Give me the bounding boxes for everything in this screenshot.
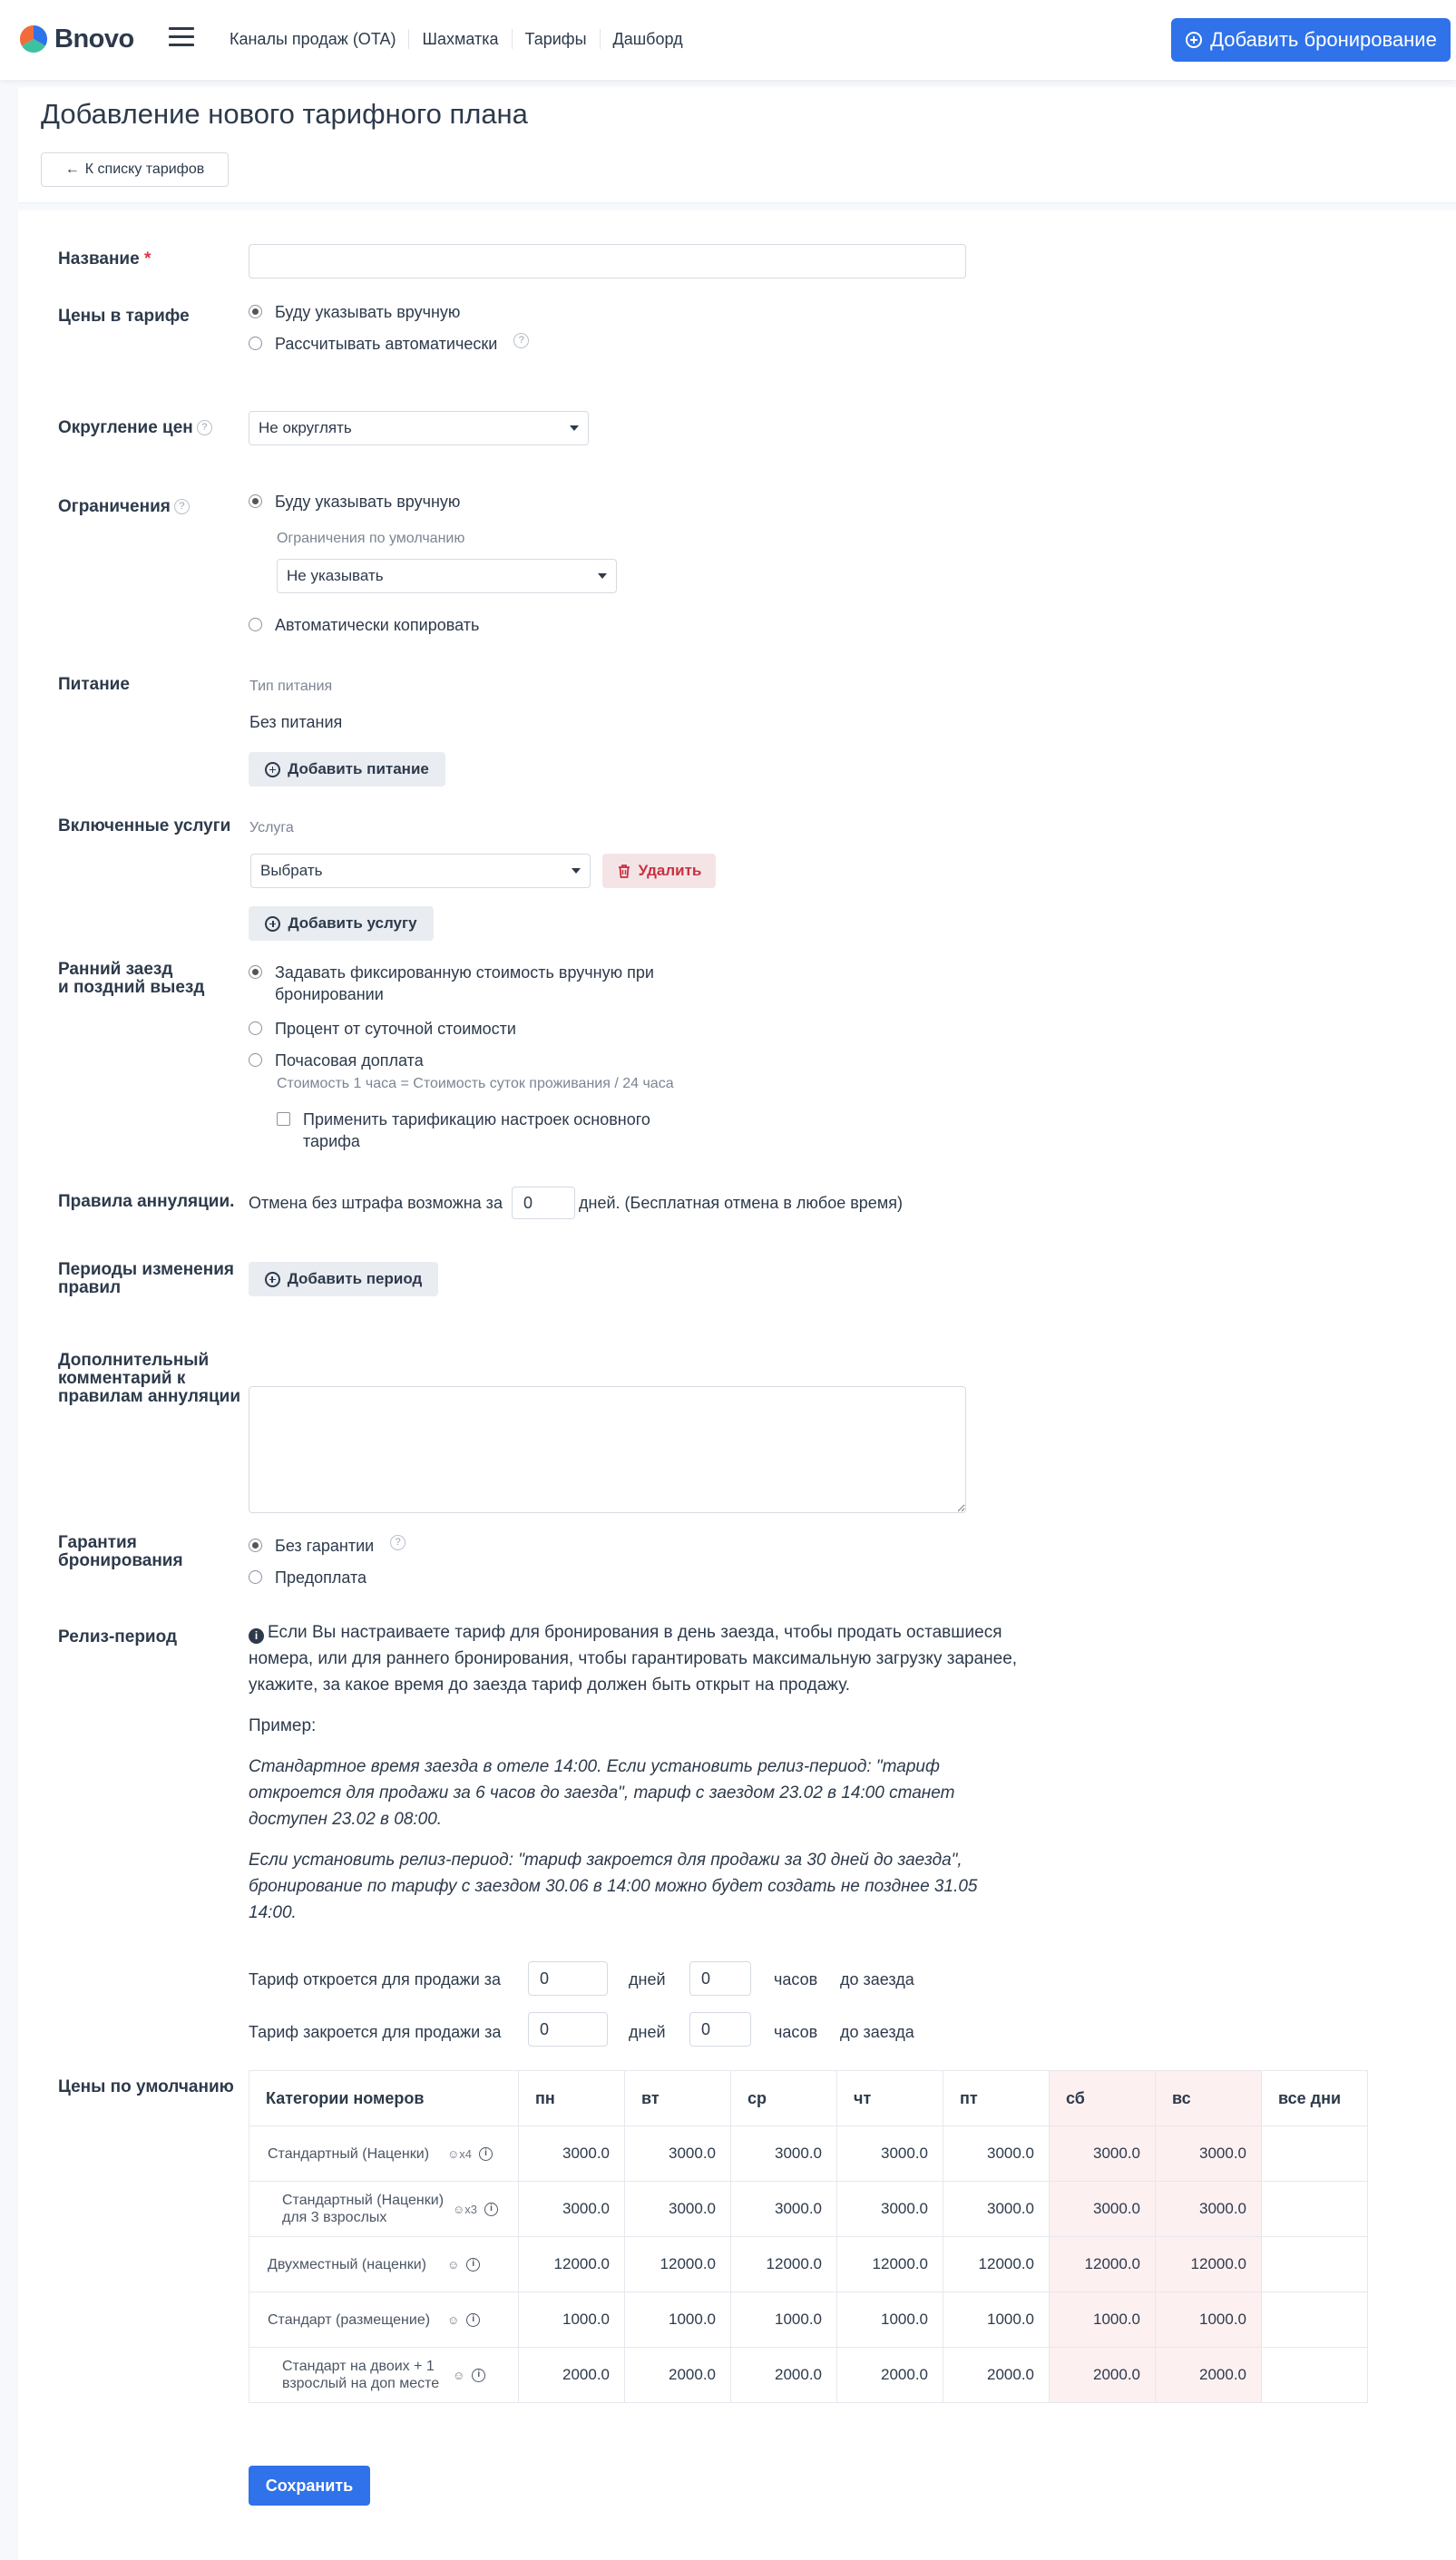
release-open-days-input[interactable] — [528, 1961, 608, 1996]
early-hourly-radio[interactable]: Почасовая доплата — [249, 1050, 424, 1071]
col-header: вс — [1156, 2071, 1262, 2126]
early-late-label: Ранний заезд и поздний выезд — [58, 960, 205, 997]
guests-icon: ☺ — [453, 2368, 465, 2382]
price-cell[interactable]: 12000.0 — [837, 2237, 943, 2292]
release-open-hours-input[interactable] — [689, 1961, 751, 1996]
release-info-block — [249, 1619, 1029, 1940]
comment-textarea[interactable] — [249, 1386, 966, 1513]
cancellation-prefix: Отмена без штрафа возможна за — [249, 1194, 503, 1212]
price-cell[interactable]: 3000.0 — [519, 2126, 625, 2182]
room-category-cell — [249, 2348, 519, 2403]
caret-down-icon — [598, 573, 607, 579]
help-icon[interactable]: ? — [197, 420, 212, 435]
add-period-button[interactable]: Добавить период — [249, 1262, 438, 1296]
prices-manual-radio[interactable]: Буду указывать вручную — [249, 301, 460, 323]
price-cell[interactable]: 3000.0 — [1156, 2126, 1262, 2182]
table-row — [249, 2292, 1368, 2348]
price-cell[interactable]: 2000.0 — [625, 2348, 731, 2403]
price-cell[interactable]: 3000.0 — [731, 2182, 837, 2237]
release-open-days-label: дней — [629, 1970, 666, 1988]
col-header: все дни — [1262, 2071, 1368, 2126]
guests-icon: ☺ — [447, 2312, 460, 2327]
info-icon[interactable]: i — [466, 2313, 480, 2327]
info-icon[interactable]: i — [472, 2369, 485, 2382]
back-label: К списку тарифов — [84, 161, 205, 177]
default-prices-table — [249, 2070, 1368, 2403]
plus-circle-icon — [1185, 31, 1203, 49]
room-category-name: Стандарт (размещение) — [268, 2311, 431, 2328]
service-label: Услуга — [249, 820, 294, 835]
restrictions-copy-radio[interactable]: Автоматически копировать — [249, 614, 479, 636]
price-cell[interactable]: 12000.0 — [1050, 2237, 1156, 2292]
save-button[interactable]: Сохранить — [249, 2466, 370, 2506]
nav-dashboard[interactable]: Дашборд — [612, 30, 683, 48]
menu-icon[interactable] — [169, 27, 194, 49]
price-cell[interactable]: 12000.0 — [1156, 2237, 1262, 2292]
services-label: Включенные услуги — [58, 816, 231, 835]
top-bar — [0, 0, 1456, 80]
price-cell[interactable]: 3000.0 — [519, 2182, 625, 2237]
price-cell[interactable]: 2000.0 — [731, 2348, 837, 2403]
guarantee-prepay-radio[interactable]: Предоплата — [249, 1567, 366, 1588]
rounding-select[interactable]: Не округлять — [249, 411, 589, 445]
nav-chess[interactable]: Шахматка — [409, 29, 512, 49]
table-row — [249, 2348, 1368, 2403]
room-category-name: Стандартный (Наценки) — [268, 2145, 430, 2162]
default-prices-label: Цены по умолчанию — [58, 2077, 234, 2096]
release-open-before-label: до заезда — [840, 1970, 914, 1988]
prices-auto-radio[interactable]: Рассчитывать автоматически ? — [249, 333, 529, 355]
col-header: чт — [837, 2071, 943, 2126]
service-select[interactable]: Выбрать — [250, 854, 591, 888]
release-open-hours-label: часов — [774, 1970, 818, 1988]
trash-icon — [617, 864, 631, 879]
release-example-title: Пример: — [249, 1716, 317, 1735]
price-cell[interactable]: 3000.0 — [1050, 2182, 1156, 2237]
name-input[interactable] — [249, 244, 966, 278]
guests-icon: ☺x3 — [453, 2202, 478, 2216]
release-close-hours-label: часов — [774, 2023, 818, 2041]
logo[interactable] — [18, 22, 134, 56]
table-row — [249, 2182, 1368, 2237]
price-cell[interactable]: 1000.0 — [731, 2292, 837, 2348]
info-icon: i — [249, 1628, 264, 1644]
all-days-cell[interactable] — [1262, 2182, 1368, 2237]
col-header: вт — [625, 2071, 731, 2126]
price-cell[interactable]: 3000.0 — [625, 2126, 731, 2182]
price-cell[interactable]: 1000.0 — [1156, 2292, 1262, 2348]
room-category-name: Двухместный (наценки) — [268, 2256, 426, 2272]
col-header: пн — [519, 2071, 625, 2126]
room-category-cell — [249, 2237, 519, 2292]
guests-icon: ☺ — [447, 2257, 460, 2272]
price-cell[interactable]: 12000.0 — [731, 2237, 837, 2292]
early-fixed-radio[interactable]: Задавать фиксированную стоимость вручную при бронировании — [249, 962, 720, 1005]
restrictions-default-select[interactable]: Не указывать — [277, 559, 617, 593]
title-card — [18, 87, 1456, 203]
price-cell[interactable]: 2000.0 — [943, 2348, 1050, 2403]
meal-type-value: Без питания — [249, 713, 343, 731]
price-cell[interactable]: 1000.0 — [625, 2292, 731, 2348]
price-cell[interactable]: 2000.0 — [1156, 2348, 1262, 2403]
help-icon[interactable]: ? — [174, 499, 190, 514]
all-days-cell[interactable] — [1262, 2348, 1368, 2403]
restrictions-default-label: Ограничения по умолчанию — [277, 531, 465, 546]
periods-label: Периоды изменения правил — [58, 1260, 234, 1297]
room-category-cell — [249, 2126, 519, 2182]
price-cell[interactable]: 1000.0 — [519, 2292, 625, 2348]
hourly-note: Стоимость 1 часа = Стоимость суток проживания / 24 часа — [277, 1076, 674, 1091]
price-cell[interactable]: 3000.0 — [837, 2182, 943, 2237]
add-booking-button[interactable] — [1171, 18, 1451, 62]
meal-type-label: Тип питания — [249, 679, 333, 694]
info-icon[interactable]: i — [479, 2147, 493, 2161]
room-category-name: Стандарт на двоих + 1 взрослый на доп месте — [282, 2359, 440, 2391]
delete-service-button[interactable]: Удалить — [602, 854, 716, 888]
prices-label: Цены в тарифе — [58, 307, 190, 326]
all-days-cell[interactable] — [1262, 2126, 1368, 2182]
price-cell[interactable]: 3000.0 — [837, 2126, 943, 2182]
col-header: Категории номеров — [249, 2071, 519, 2126]
release-close-before-label: до заезда — [840, 2023, 914, 2041]
table-header-row — [249, 2071, 1368, 2126]
price-cell[interactable]: 1000.0 — [1050, 2292, 1156, 2348]
comment-label: Дополнительный комментарий к правилам аннуляции — [58, 1351, 241, 1406]
price-cell[interactable]: 2000.0 — [1050, 2348, 1156, 2403]
caret-down-icon — [570, 425, 579, 431]
main-nav — [230, 29, 696, 49]
help-icon[interactable]: ? — [513, 333, 529, 348]
release-close-hours-input[interactable] — [689, 2012, 751, 2047]
info-icon[interactable]: i — [466, 2258, 480, 2272]
plus-circle-icon — [265, 762, 280, 777]
all-days-cell[interactable] — [1262, 2292, 1368, 2348]
add-meal-button[interactable]: Добавить питание — [249, 752, 445, 787]
price-cell[interactable]: 12000.0 — [943, 2237, 1050, 2292]
add-booking-label: Добавить бронирование — [1210, 28, 1437, 51]
rounding-label: Округление цен ? — [58, 419, 212, 437]
release-info: i Если Вы настраиваете тариф для бронирования в день заезда, чтобы продать оставшиеся номера, или для раннего бронирования, чтобы гарантировать максимальную загрузку заранее, укажите, за какое время до заезда тариф должен быть открыт на продажу. — [249, 1623, 1018, 1695]
price-cell[interactable]: 3000.0 — [943, 2182, 1050, 2237]
table-row — [249, 2237, 1368, 2292]
meals-label: Питание — [58, 675, 130, 694]
logo-text: Bnovo — [54, 24, 134, 54]
price-cell[interactable]: 1000.0 — [837, 2292, 943, 2348]
nav-tariffs[interactable]: Тарифы — [513, 29, 601, 49]
arrow-left-icon: ← — [64, 161, 80, 177]
col-header: ср — [731, 2071, 837, 2126]
cancellation-label: Правила аннуляции. — [58, 1192, 235, 1211]
cancellation-suffix: дней. (Бесплатная отмена в любое время) — [579, 1194, 903, 1212]
logo-mark-icon — [18, 24, 49, 54]
name-label: Название * — [58, 249, 151, 269]
room-category-cell — [249, 2182, 519, 2237]
release-label: Релиз-период — [58, 1627, 178, 1646]
restrictions-label: Ограничения ? — [58, 498, 190, 516]
price-cell[interactable]: 3000.0 — [1156, 2182, 1262, 2237]
guests-count: x4 — [459, 2146, 473, 2161]
guests-icon: ☺x4 — [447, 2146, 473, 2161]
all-days-cell[interactable] — [1262, 2237, 1368, 2292]
help-icon[interactable]: ? — [390, 1535, 406, 1550]
plus-circle-icon — [265, 916, 280, 932]
guarantee-none-radio[interactable]: Без гарантии ? — [249, 1535, 406, 1557]
guests-count: x3 — [464, 2202, 478, 2216]
release-close-days-input[interactable] — [528, 2012, 608, 2047]
price-cell[interactable]: 2000.0 — [519, 2348, 625, 2403]
guarantee-label: Гарантия бронирования — [58, 1533, 183, 1570]
col-header: сб — [1050, 2071, 1156, 2126]
nav-ota[interactable]: Каналы продаж (OTA) — [230, 29, 409, 49]
price-cell[interactable]: 3000.0 — [943, 2126, 1050, 2182]
price-cell[interactable]: 12000.0 — [625, 2237, 731, 2292]
info-icon[interactable]: i — [484, 2203, 498, 2216]
room-category-name: Стандартный (Наценки) для 3 взрослых — [282, 2193, 445, 2225]
apply-main-tariff-checkbox[interactable]: Применить тарификацию настроек основного тарифа — [277, 1109, 685, 1152]
room-category-cell — [249, 2292, 519, 2348]
cancellation-days-input[interactable] — [512, 1187, 575, 1219]
price-cell[interactable]: 2000.0 — [837, 2348, 943, 2403]
early-percent-radio[interactable]: Процент от суточной стоимости — [249, 1018, 516, 1040]
price-cell[interactable]: 3000.0 — [625, 2182, 731, 2237]
release-example-1: Стандартное время заезда в отеле 14:00. Если установить релиз-период: "тариф откроется для продажи за 6 часов до заезда", тариф с заездом 23.02 в 14:00 станет доступен 23.02 в 08:00. — [249, 1757, 955, 1829]
release-close-label: Тариф закроется для продажи за — [249, 2023, 502, 2041]
back-to-tariffs-button[interactable] — [41, 152, 229, 187]
restrictions-manual-radio[interactable]: Буду указывать вручную — [249, 491, 460, 513]
add-service-button[interactable]: Добавить услугу — [249, 906, 434, 941]
price-cell[interactable]: 3000.0 — [731, 2126, 837, 2182]
price-cell[interactable]: 12000.0 — [519, 2237, 625, 2292]
page-title: Добавление нового тарифного плана — [41, 98, 528, 130]
release-example-2: Если установить релиз-период: "тариф закроется для продажи за 30 дней до заезда", бронирование по тарифу с заездом 30.06 в 14:00 можно будет создать не позднее 31.05 14:00. — [249, 1851, 978, 1922]
release-close-days-label: дней — [629, 2023, 666, 2041]
col-header: пт — [943, 2071, 1050, 2126]
table-row — [249, 2126, 1368, 2182]
plus-circle-icon — [265, 1272, 280, 1287]
release-open-label: Тариф откроется для продажи за — [249, 1970, 502, 1988]
price-cell[interactable]: 1000.0 — [943, 2292, 1050, 2348]
price-cell[interactable]: 3000.0 — [1050, 2126, 1156, 2182]
caret-down-icon — [572, 868, 581, 874]
